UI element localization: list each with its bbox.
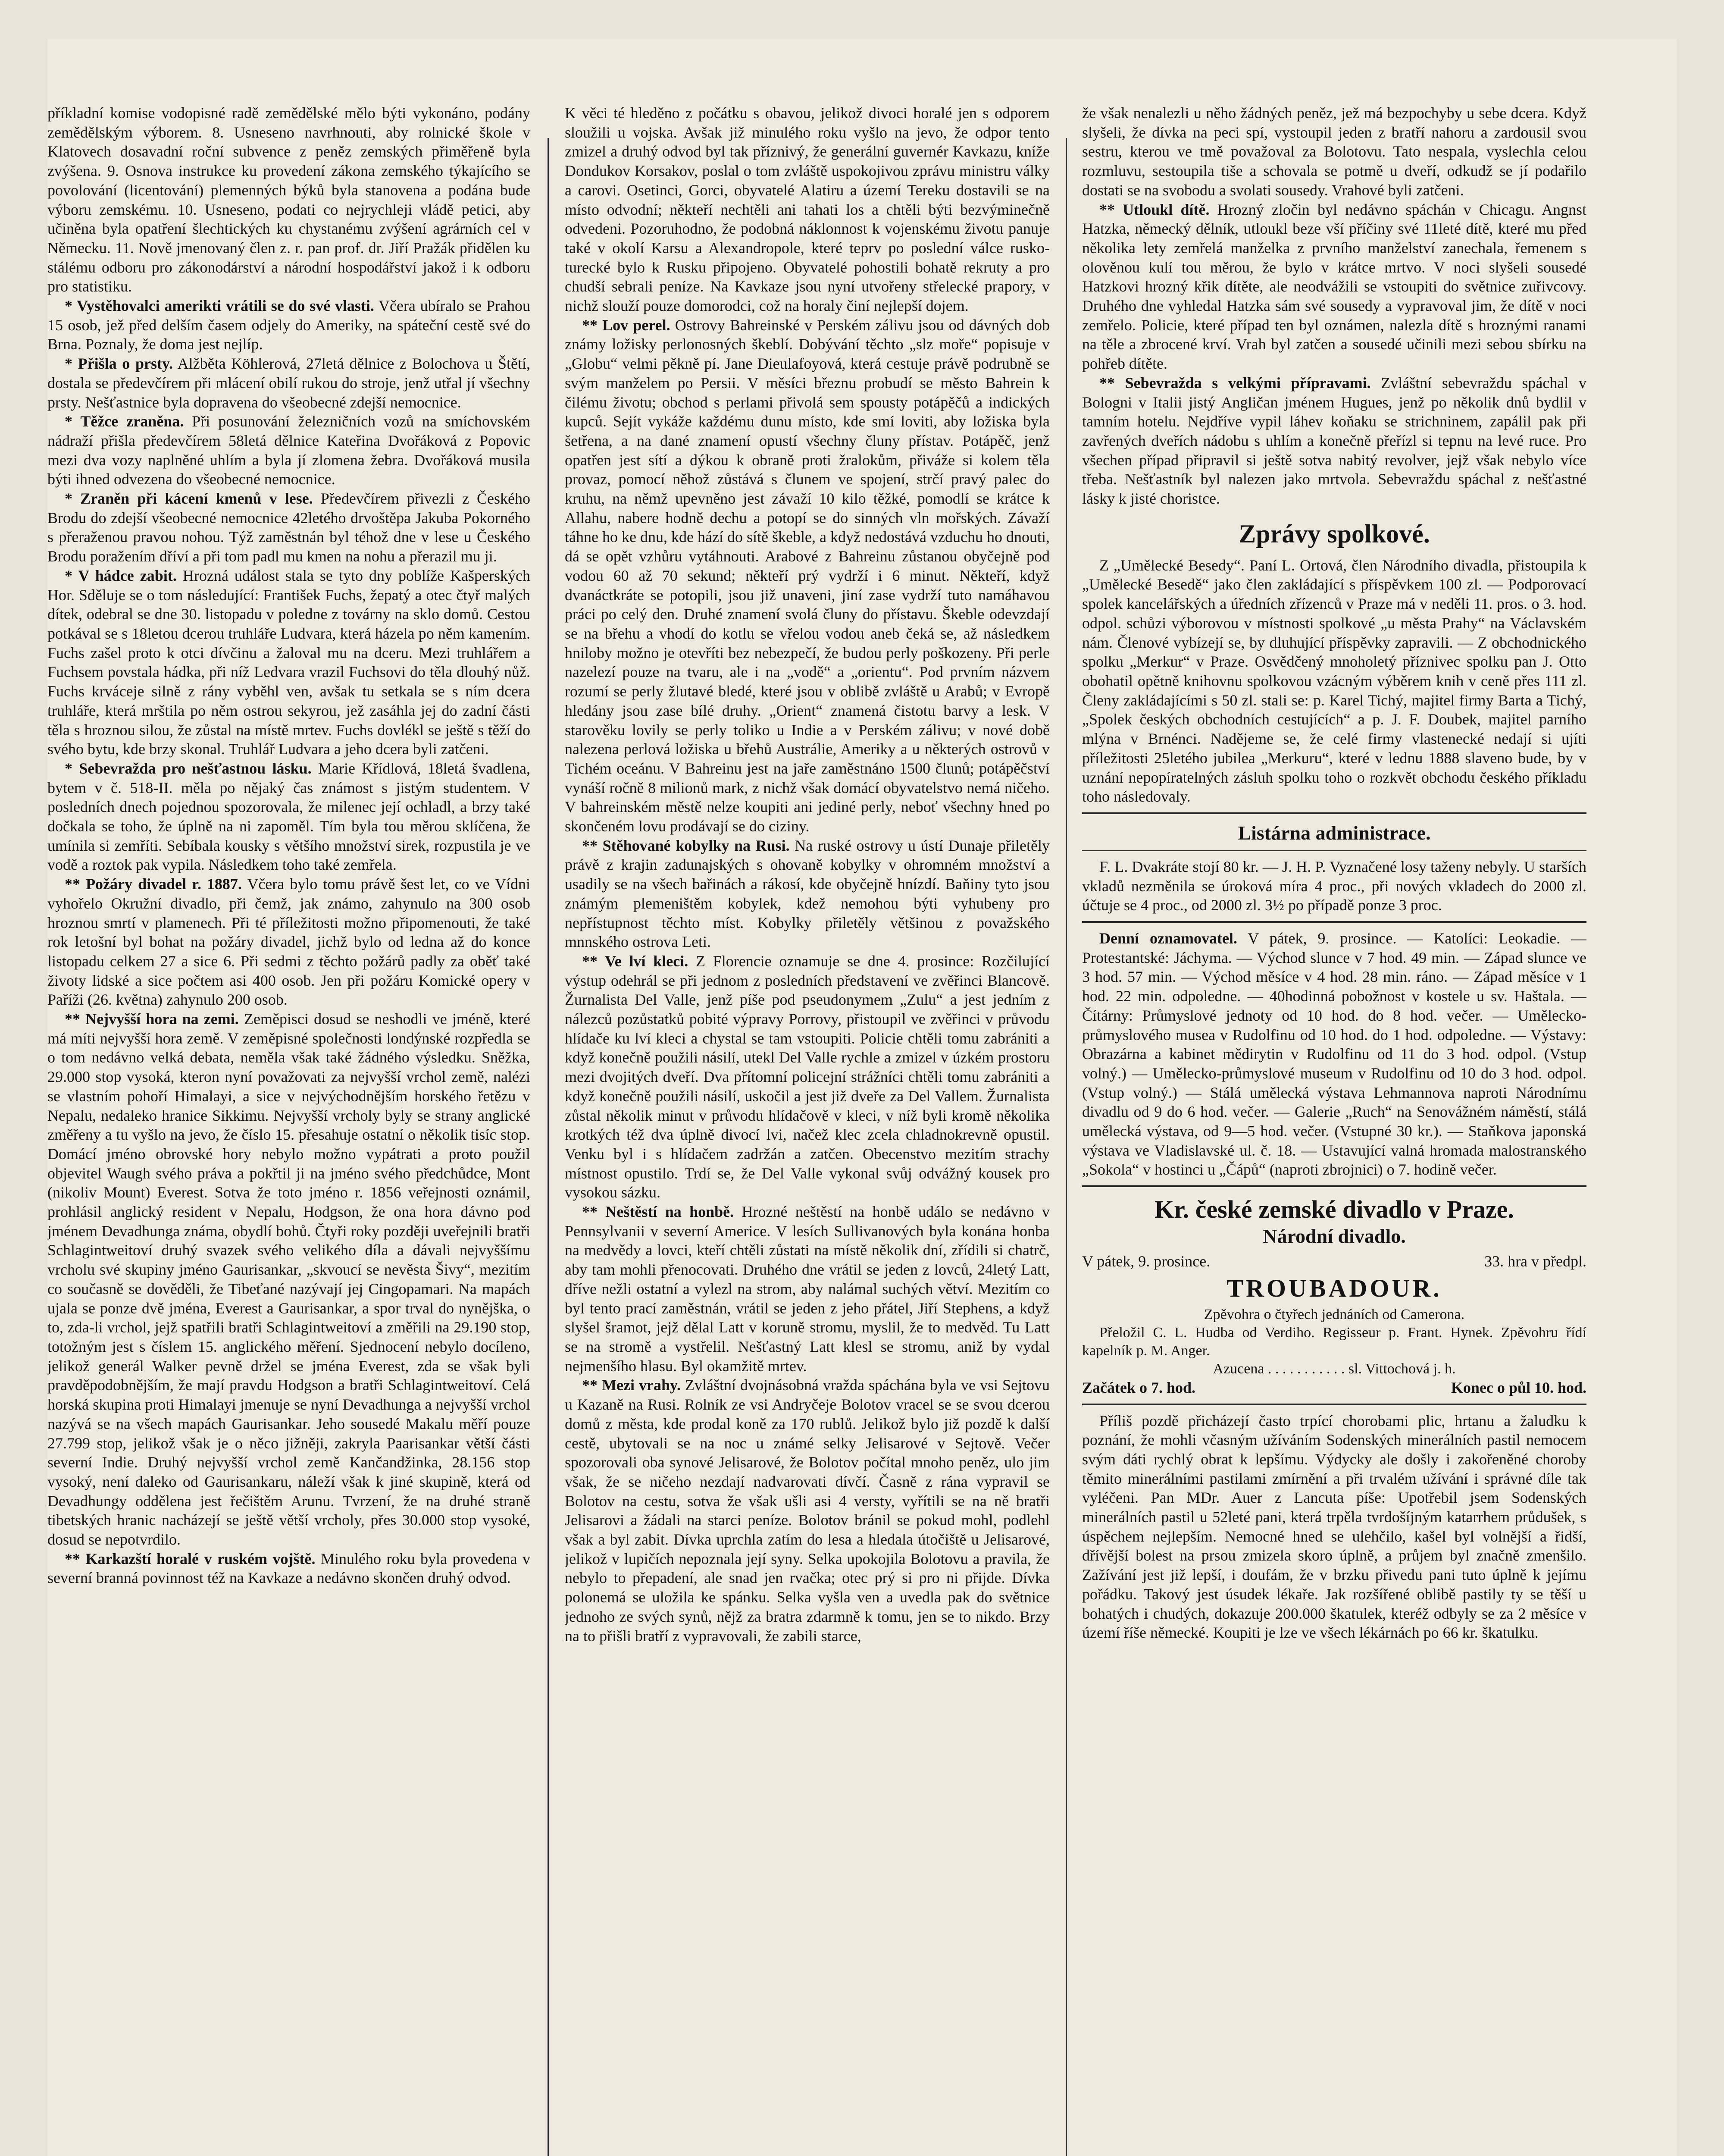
- column-left: [47, 103, 530, 2156]
- theatre-subtitle: Národní divadlo.: [1263, 1225, 1406, 1247]
- advertisement-text: Příliš pozdě přicházejí často trpící chorobami plic, hrtanu a žaludku k poznání, že mohli včasným užíváním Sodenských minerálních pastil nemocem svým dáti rychlý obrat k lepšímu. Výdycky ale došly i zakořeněné choroby těmito minerálními pastilami zmírnění a při trvalém užívání i správné díle tak vyléčeni. Pan MDr. Auer z Lancuta píše: Upotřebil jsem Sodenských minerálních pastil u 52leté pani, která trpěla tvrdošíjným katarrhem průdušek, s úspěchem nejlepším. Nemocné hned se ulehčilo, kašel byl volnější a řidší, dřívější bolest na prsou zmizela skoro úplně, a průjem byl značně zmenšilo. Zažívání jest již lepší, i doufám, že v brzku přivedu pani tuto úplně k jejímu pořádku. Takový jest úsudek lékaře. Jak rozšířené oblibě pastily ty se těší u bohatých i chudých, dokazuje 200.000 škatulek, kteréž odbyly se za 2 měsíce v území říše německé. Koupiti je lze ve všech lékárnách po 66 kr. škatulku.: [1082, 1412, 1586, 1642]
- play-end: Konec o půl 10. hod.: [1451, 1379, 1586, 1396]
- article-text: Marie Křídlová, 18letá švadlena, bytem v č. 518-II. měla po nějaký čas známost s jistým studentem. V posledních dnech pojednou spozorovala, že milenec její ochladl, a brzy také dočkala se toho, že úplně na ni zapoměl. Tím byla tou měrou sklíčena, že umínila si zemříti. Sebíbala kousky s většího množství sirek, rozpustila je ve vodě a roztok pak vypila. Následkem toho také zemřela.: [47, 759, 530, 874]
- article-headline: ** Lov perel.: [582, 316, 670, 334]
- article: [47, 874, 530, 1009]
- article: [1082, 373, 1586, 508]
- play-credits: Přeložil C. L. Hudba od Verdiho. Regisseur p. Frant. Hynek. Zpěvohru řídí kapelník p. M. Anger.: [1082, 1324, 1586, 1359]
- article: [1082, 200, 1586, 373]
- article-headline: ** Karkazští horalé v ruském vojště.: [65, 1550, 316, 1567]
- newspaper-page: [47, 39, 1677, 2156]
- article-text: Včera ubíralo se Prahou 15 osob, jež před delším časem odjely do Ameriky, na spáteční cestě své do Brna. Poznaly, že doma jest nejlíp.: [47, 297, 530, 353]
- theatre-day: V pátek, 9. prosince.: [1082, 1253, 1211, 1270]
- theatre-date-row: [1082, 1252, 1586, 1271]
- article: [565, 316, 1050, 836]
- column-rule: [548, 138, 549, 2156]
- spolky-text: Z „Umělecké Besedy“. Paní L. Ortová, člen Národního divadla, přistoupila k „Umělecké Besedě“ jako člen zakládající s příspěvkem 100 zl. — Podporovací spolek kancelářských a úředních zřízenců v Praze má v neděli 11. pros. o 3. hod. odpol. schůzi výborovou v místnosti spolkové „u města Prahy“ na Václavském nám. Členové vybízejí se, by dluhující příspěvky zapravili. — Z obchodnického spolku „Merkur“ v Praze. Osvědčený mnoholetý příznivec spolku pan J. Otto obohatil opětně knihovnu spolkovou vzácným výběrem knih v ceně přes 111 zl. Členy zakládajícími s 50 zl. stali se: p. Karel Tichý, majitel firmy Barta a Tichý, „Spolek českých obchodních cestujících“ a p. J. F. Doubek, majitel parního mlýna v Brnénci. Nadějeme se, že celé firmy vlastenecké nedají si ujíti příležitosti 25letého jubilea „Merkuru“, které v lednu 1888 slaveno bude, by v uznání nepopíratelných zásluh spolku toho o rozkvět obchodu českého příkladu toho následovaly.: [1082, 556, 1586, 805]
- article: [565, 836, 1050, 952]
- section-title-listarna: Listárna administrace.: [1238, 821, 1431, 844]
- article-headline: ** Nejvyšší hora na zemi.: [65, 1010, 239, 1028]
- article-text: Hrozný zločin byl nedávno spáchán v Chicagu. Angnst Hatzka, německý dělník, utloukl beze vší příčiny své 11leté dítě, které mu před několika lety zemřelá manželka z prvního manželství zanechala, řemenem s olověnou kulí tou měrou, že bylo v krátce mrtvo. V noci slyšeli sousedé Hatzkovi hrozný křik dítěte, ale neodvážili se vstoupiti do světnice zuřivcovy. Druhého dne vyhledal Hatzka sám své sousedy a vypravoval jim, že dítě v noci zemřelo. Policie, které případ ten byl oznámen, nalezla dítě s hroznými ranami na těle a zbrocené krví. Vrah byl zatčen a sousedé učinili mezi sebou sbírku na pohřeb dítěte.: [1082, 201, 1586, 373]
- play-times: [1082, 1378, 1586, 1398]
- article-text: Zvláštní sebevraždu spáchal v Bologni v Italii jistý Angličan jménem Hugues, jenž po několik dnů bydlil v tamním hotelu. Nejdříve vypil láhev koňaku se strichninem, zapálil pak při zavřených dveřích nádobu s uhlím a konečně přeřízl si tepnu na levé ruce. Pro všechen případ připravil si ještě sotva nabitý revolver, jejž však nebylo více třeba. Nešťastník byl nalezen jako mrtvola. Sebevraždu spáchal z nešťastné lásky k jisté choristce.: [1082, 374, 1586, 508]
- play-description: Zpěvohra o čtyřech jednáních od Camerona.: [1204, 1306, 1465, 1322]
- article: [47, 759, 530, 874]
- column-middle: [565, 103, 1050, 2156]
- article-headline: * Přišla o prsty.: [65, 355, 173, 373]
- article: [47, 1549, 530, 1588]
- column-rule: [1066, 138, 1067, 2156]
- article-text: Zvláštní dvojnásobná vražda spáchána byla ve vsi Sejtovu u Kazaně na Rusi. Rolník ze vsi Andryčeje Bolotov vracel se se svou dcerou domů z města, kde prodal koně za 170 rublů. Jelikož bylo již pozdě k další cestě, ubytovali se na noc u známé selky Jelisarové v Sejtově. Večer spozorovali oba synové Jelisarové, že Bolotov počítal mnoho peněz, ulo jim však, že se ničeho nezdají nadvarovati dívčí. Časně z rána vypravil se Bolotov na cestu, sotva že však ušli asi 4 versty, vyřítili se na ně bratři Jelisarovi a žádali na starci peníze. Bolotov bránil se pokud mohl, podlehl však a byl zabit. Dívka uprchla zatím do lesa a hledala útočiště u Jelisarové, jelikož v lupičích nepoznala její syny. Selka upokojila Bolotovu a pravila, že nebylo to přepadení, ale snad jen rvačka; otec prý si pro ni přijde. Dívka polonemá se uložila ke spánku. Selka vyšla ven a uvedla pak do světnice jednoho ze svých synů, nějž za bratra zdarmně k tomu, jen se to nikdo. Brzy na to přišli bratří z vypravovali, že zabili starce,: [565, 1376, 1050, 1645]
- article-headline: * Těžce zraněna.: [65, 413, 184, 430]
- article-headline: * Sebevražda pro nešťastnou lásku.: [65, 759, 312, 777]
- divider: [1082, 812, 1586, 814]
- article-paragraph: K věci té hleděno z počátku s obavou, jelikož divoci horalé jen s odporem sloužili u vojska. Avšak již minulého roku vyšlo na jevo, že odpor tento zmizel a druhý odvod byl tak příznivý, že generální guvernér Kavkazu, kníže Dondukov Korsakov, poslal o tom zvláště uspokojivou zprávu ministru války a carovi. Osetinci, Gorci, obyvatelé Alatiru a území Tereku dostavili se na místo odvodní; někteří nechtěli ani tahati los a chtěli býti bezvýminečně odvedeni. Pozoruhodno, že podobná náklonnost k vojenskému životu panuje také v okolí Karsu a Alexandropole, které teprv po poslední válce rusko-turecké bylo k Rusku připojeno. Obyvatelé pohostili bohatě rekruty a pro chudší sebrali peníze. Na Kavkaze jsou nyní utvořeny střelecké prapory, v nichž slouží pouze domorodci, což na horaly činí nejlepší dojem.: [565, 104, 1050, 315]
- article-headline: ** Požáry divadel r. 1887.: [65, 875, 242, 893]
- play-role: Azucena . . . . . . . . . . . sl. Vittochová j. h.: [1213, 1360, 1456, 1377]
- article-text: Ostrovy Bahreinské v Perském zálivu jsou od dávných dob známy ložisky perlonosných škeblí. Dobývání těchto „slz moře“ popisuje v „Globu“ velmi pěkně pí. Jane Dieulafoyová, která cestuje právě podrubně se svým manželem po Persii. V měsíci březnu probudí se město Bahrein k čilému životu; obchod s perlami přivolá sem spousty potápěčů a indických kupců. Sejít vykáže každému dunu místo, kde smí loviti, aby ložiska byla šetřena, a na dané znamení opustí všechny čluny přístav. Potápěč, jenž opatřen jest sítí a dýkou k obraně proti žralokům, přiváže si kolem těla provaz, pomocí něhož zůstává s člunem ve spojení, strčí pravý palec do kruhu, na němž upevněno jest závaží 10 kilo těžké, pomodlí se krátce k Allahu, nabere hodně dechu a potopí se do sinných vln mořských. Závaží táhne ho ke dnu, kde hází do sítě škeble, a když nedostává vzduchu ho dnouti, dá se opět vzhůru vytáhnouti. Arabové z Bahreinu zůstanou obyčejně pod vodou 60 až 70 sekund; někteří prý vydrží i 6 minut. Někteří, když dvanáctkráte se potopili, jsou již unaveni, jiní zase vydrží tuto namáhavou práci po celý den. Druhé znamení svolá čluny do přístavu. Škeble odevzdají se na břehu a vhodí do kotlu se vřelou vodou aneb čeká se, až následkem hniloby možno je otevříti bez nebezpečí, že budou perly poškozeny. Při perle nazelezí pouze na tvaru, ale i na „vodě“ a „orientu“. Pod prvním názvem rozumí se perly žlutavé bledé, které jsou v oblibě zvláště u Arabů; v Evropě hledány jsou zase bílé druhy. „Orient“ znamená čistotu barvy a lesk. V starověku lovily se perly toliko u Indie a v Perském zálivu; v nové době nalezena perlová ložiska u břehů Austrálie, Ameriky a u některých ostrovů v Tichém oceánu. V Bahreinu jest na jaře zaměstnáno 1500 člunů; potápěčství vynáší ročně 8 milionů mark, z nichž však domácí obyvatelstvo nemá ničeho. V bahreinském městě nelze koupiti ani jediné perly, neboť všechny hned po skončeném lovu prodávají se do ciziny.: [565, 316, 1050, 835]
- divider: [1082, 1185, 1586, 1187]
- article-headline: ** Sebevražda s velkými přípravami.: [1099, 374, 1371, 392]
- divider: [1082, 1404, 1586, 1405]
- article: [47, 566, 530, 759]
- article-headline: * Vystěhovalci amerikti vrátili se do své vlasti.: [65, 297, 374, 315]
- article-text: Při posunování železničních vozů na smíchovském nádraží přišla předevčírem 58letá dělnice Kateřina Dvořáková z Popovic mezi dva vozy naplněné uhlím a byla jí zlomena žebra. Dvořáková musila býti ihned odvezena do všeobecné nemocnice.: [47, 413, 530, 488]
- article-headline: ** Mezi vrahy.: [582, 1376, 681, 1394]
- article: [47, 296, 530, 354]
- oznamovatel-text: V pátek, 9. prosince. — Katolíci: Leokadie. — Protestantské: Jáchyma. — Východ slunce v 7 hod. 49 min. — Západ slunce ve 3 hod. 57 min. — Východ měsíce v 4 hod. 28 min. ráno. — Západ měsíce v 1 hod. 22 min. odpoledne. — 40hodinná pobožnost v kostele u sv. Haštala. — Čítárny: Průmyslové jednoty od 10 hod. do 8 hod. večer. — Umělecko-průmyslového musea v Rudolfinu od 10 hod. do 1 hod. odpoledne. — Výstavy: Obrazárna a kabinet mědirytin v Rudolfinu od 11 do 3 hod. odpol. (Vstup volný.) — Umělecko-průmyslové museum v Rudolfinu od 10 do 3 hod. odpol. (Vstup volný.) — Stálá umělecká výstava Lehmannova naproti Národnímu divadlu od 9 do 6 hod. večer. — Galerie „Ruch“ na Senovážném náměstí, stálá umělecká výstava, od 9—5 hod. večer. (Vstupné 30 kr.). — Staňkova japonská výstava ve Vladislavské ul. č. 18. — Ustavující valná hromada malostranského „Sokola“ v hostinci u „Čápů“ (naproti zbrojnici) o 7. hodině večer.: [1082, 930, 1586, 1178]
- oznamovatel: [1082, 929, 1586, 1179]
- oznamovatel-headline: Denní oznamovatel.: [1099, 930, 1237, 947]
- article: [47, 489, 530, 566]
- article: [47, 412, 530, 489]
- article-text: Hrozné neštěstí na honbě událo se nedávno v Pennsylvanii v severní Americe. V lesích Sullivanových byla konána honba na medvědy a lovci, kteří chtěli zůstati na místě několik dní, zřídili si chatrč, aby tam mohli přenocovati. Druhého dne vrátil se jeden z lovců, 24letý Latt, dříve nežli ostatní a vylezl na strom, aby nalámal suchých větví. Mezitím co byl tento prací zaměstnán, vrátil se jeden z jeho přátel, Jiří Stephens, a když slyšel šramot, jejž dělal Latt v koruně stromu, myslil, že to medvěd. Tu Latt se na stromě a vystřelil. Nešťastný Latt klesl se stromu, aniž by vydal nejmenšího hlasu. Byl okamžitě mrtev.: [565, 1203, 1050, 1375]
- listarna-text: F. L. Dvakráte stojí 80 kr. — J. H. P. Vyznačené losy taženy nebyly. U starších vkladů nezměnila se úroková míra 4 proc., při nových vkladech do 2000 zl. účtuje se 4 proc., od 2000 zl. 3½ po případě ponze 3 proc.: [1082, 858, 1586, 914]
- article-text: Zeměpisci dosud se neshodli ve jméně, které má míti nejvyšší hora země. V zeměpisné společnosti londýnské rozpředla se o tom nedávno velká debata, neměla však také žádného výsledku. Sněžka, 29.000 stop vysoká, kteron nyní považovati za nejvyšší vrchol země, nalézi se vlastním pohoří Himalayi, a sice v nejvýchodnějším horského řetězu v Nepalu, nedaleko hranice Sikkimu. Nejvyšší vrcholy byly se strany anglické změřeny a tu vyšlo na jevo, že číslo 15. přesahuje ostatní o několik tisíc stop. Domácí jméno obrovské hory nebylo možno vypátrati a proto použil objevitel Waugh svého práva a pokřtil ji na jméno svého předchůdce, Mont (nikoliv Mount) Everest. Sotva že toto jméno r. 1856 veřejnosti oznámil, prohlásil anglický resident v Nepalu, Hodgson, že ona hora dávno pod jménem Devadhunga známa, obydlí bohů. Čtyři roky později uveřejnili bratři Schlagintweitoví druhý svazek svého velikého díla a dávali nejvyššímu vrcholu své skupiny jméno Gaurisankar, „skvoucí se nevěsta Šivy“, mezitím co současně se dověděli, že Tibeťané nazývají jej Cingopamari. Na mapách ujala se ponze dvě jména, Everest a Gaurisankar, a spor trval do nynějška, o to, zda-li vrchol, jejž spatřili bratři Schlagintweitoví a změřili na 29.190 stop, totožným jest s číslem 15. anglického měření. Sjednocení nebylo docíleno, jelikož generál Walker pevně držel se jména Everest, zda se však byli pravděpodobnějším, že mají pravdu Hodgson a bratři Schlagintweitoví. Celá horská skupina proti Himalayi jmenuje se nyní Devadhunga a nejvyšší vrchol nazývá se na všech mapách Gaurisankar. Jeho sousedé Makalu měří pouze 27.799 stop, jelikož však je o něco jižněji, zakryla Paarisankar větší části severní Indie. Druhý nejvyšší vrchol země Kančandžinka, 28.156 stop vysoký, není daleko od Gaurisankaru, náleží však k jiné skupině, která od Devadhungy oddělena jest řečištěm Arunu. Tvrzení, že na druhé straně tibetských hranic nacházejí se ještě větší vrcholy, přes 30.000 stop vysoké, dosud se nepotvrdilo.: [47, 1010, 530, 1548]
- theatre-title: Kr. české zemské divadlo v Praze.: [1155, 1195, 1514, 1224]
- play-start: Začátek o 7. hod.: [1082, 1379, 1196, 1396]
- article-headline: ** Neštěstí na honbě.: [582, 1203, 734, 1221]
- article-text: Alžběta Köhlerová, 27letá dělnice z Bolochova u Štětí, dostala se předevčírem při mlácení obilí rukou do stroje, jenž utřal jí všechny prsty. Nešťastnice byla dopravena do všeobecné zdejší nemocnice.: [47, 355, 530, 411]
- article-text: Včera bylo tomu právě šest let, co ve Vídni vyhořelo Okružní divadlo, při čemž, jak známo, zahynulo na 300 osob hroznou smrtí v plamenech. Při té příležitosti možno připomenouti, že také rok letošní byl bohat na požáry divadel, jichž bylo od ledna až do konce listopadu celkem 27 a sice 6. Při sedmi z těchto požárů padly za oběť také životy lidské a sice počtem asi 400 osob. Jen při požáru Komické opery v Paříži (26. května) zahynulo 200 osob.: [47, 875, 530, 1009]
- article: [565, 1202, 1050, 1376]
- article: [565, 1376, 1050, 1645]
- article-text: Na ruské ostrovy u ústí Dunaje přiletěly právě z krajin zadunajských s ohovaně kobylky v ohromném množství a usadily se na všech bařinách a rákosí, kde obyčejně hnízdí. Baňiny tyto jsou známým plemeništěm kobylek, kdež nemohou býti vyhubeny pro nepřístupnost těchto míst. Kobylky přiletěly většinou z považského mnnského ostrova Leti.: [565, 837, 1050, 951]
- divider: [1082, 850, 1586, 851]
- divider: [1082, 921, 1586, 923]
- article-headline: * Zraněn při kácení kmenů v lese.: [65, 490, 313, 508]
- article-text: Hrozná událost stala se tyto dny poblíže Kašperských Hor. Sděluje se o tom následující: František Fuchs, žepatý a otec čtyř malých dítek, odebral se dne 30. listopadu v poledne z továrny na sklo domů. Cestou potkával se s 18letou dcerou truhláře Ludvara, která házela po něm kamením. Fuchs zašel proto k otci dívčinu a žaloval mu na dceru. Mezi truhlářem a Fuchsem povstala hádka, při níž Ledvara vrazil Fuchsovi do těla dlouhý nůž. Fuchs krváceje silně z rány vyběhl ven, avšak tu setkala se s ním dcera truhláře, která mrštila po něm ostrou sekyrou, jež zasáhla jej do zadní části těla s hroznou silou, že zůstal na místě mrtev. Fuchs dovlékl se ještě s těží do svého bytu, kde brzy skonal. Truhlář Ludvara a jeho dcera byli zatčeni.: [47, 567, 530, 758]
- section-title-spolky: Zprávy spolkové.: [1239, 519, 1430, 548]
- article: [47, 354, 530, 412]
- article-text: Minulého roku byla provedena v severní branná povinnost též na Kavkaze a nedávno skončen druhý odvod.: [47, 1550, 530, 1587]
- article-text: Předevčírem přivezli z Českého Brodu do zdejší všeobecné nemocnice 42letého drvoštěpa Jakuba Pokorného s přeraženou pravou nohou. Týž zaměstnán byl téhož dne v lese u Českého Brodu poražením dříví a při tom padl mu kmen na nohu a přerazil mu ji.: [47, 490, 530, 565]
- article: [565, 952, 1050, 1202]
- theatre-series: 33. hra v předpl.: [1484, 1253, 1586, 1270]
- article: [47, 1009, 530, 1549]
- article-headline: ** Ve lví kleci.: [582, 952, 688, 970]
- article-headline: ** Utloukl dítě.: [1099, 201, 1210, 218]
- article-headline: ** Stěhované kobylky na Rusi.: [582, 837, 790, 854]
- article-paragraph: příkladní komise vodopisné radě zemědělské mělo býti vykonáno, podány zemědělským výborem. 8. Usneseno navrhnouti, aby rolnické škole v Klatovech dosavadní roční subvence z peněz zemských přiměřeně byla zvýšena. 9. Osnova instrukce ku provedení zákona zemského týkajícího se povolování (licentování) plemenných býků byla stanovena a podána bude výboru zemskému. 10. Usneseno, podati co nejrychleji vládě petici, aby učiněna byla opatření šlechtických ku chystanému zvýšení agrárních cel v Německu. 11. Nově jmenovaný člen z. r. pan prof. dr. Jiří Pražák přidělen ku stálému odboru pro zákonodárství a národní hospodářství jakož i k odboru pro statistiku.: [47, 104, 530, 295]
- column-right: [1082, 103, 1586, 2156]
- article-paragraph: že však nenalezli u něho žádných peněz, jež má bezpochyby u sebe dcera. Když slyšeli, že dívka na peci spí, vystoupil jeden z bratří nahoru a zardousil svou sestru, kterou ve tmě považoval za Bolotovu. Tato nespala, vyslechla celou rozmluvu, sestoupila tiše a schovala se potmě u dveří, odkudž se jí podařilo dostati se na svobodu a svolati sousedy. Vrahové byli zatčeni.: [1082, 104, 1586, 199]
- play-title: TROUBADOUR.: [1227, 1274, 1442, 1302]
- article-headline: * V hádce zabit.: [65, 567, 177, 584]
- article-text: Z Florencie oznamuje se dne 4. prosince: Rozčilující výstup odehrál se při jednom z posledních představení ve zvěřinci Blancově. Žurnalista Del Valle, jenž píše pod pseudonymem „Zulu“ a jest jedním z nálezců pozůstatků pobité výpravy Porrovy, přistoupil ve zvěřinci v průvodu hlídače ku lví kleci a chystal se tam vstoupiti. Policie chtěli tomu zabrániti a když konečně použili násilí, utekl Del Valle rychle a zmizel v úzkém prostoru mezi dvojitých dveří. Dva přítomní policejní strážníci chtěli tomu zabrániti a když konečně použili násilí, uskočil a jest již dveře za Del Vallem. Žurnalista zůstal několik minut v průvodu hlídačově v kleci, v níž byli kromě několika krotkých též dva úplně divocí lvi, načež klec zcela chladnokrevně opustil. Venku byl i s hlídačem zadržán a zatčen. Obecenstvo mezitím strachy místnost opustilo. Trdí se, že Del Valle vykonal svůj odvážný kousek pro vysokou sázku.: [565, 952, 1050, 1201]
